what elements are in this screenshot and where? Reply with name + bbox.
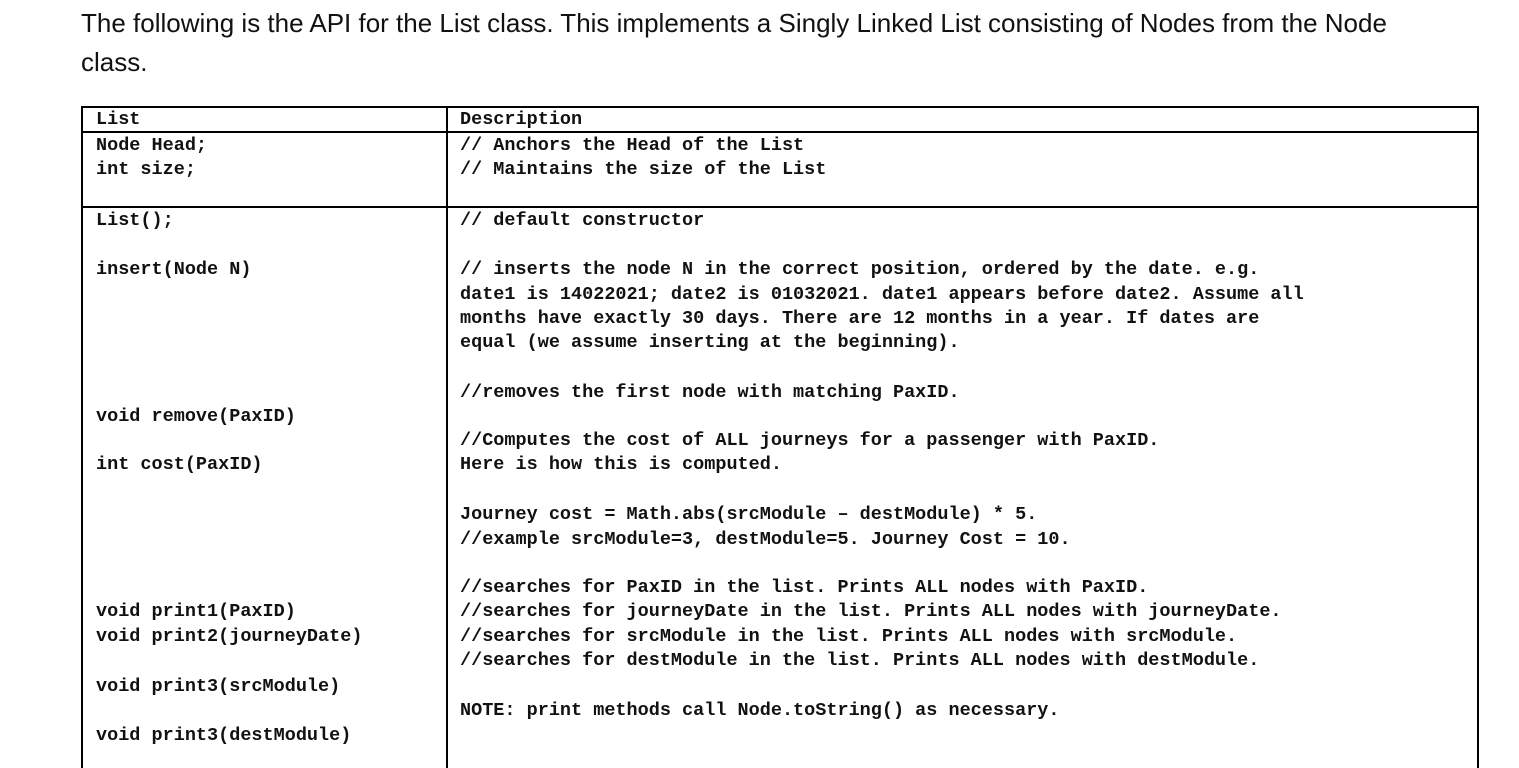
method-print3-src: void print3(srcModule) [96, 676, 341, 697]
api-table [81, 106, 1479, 768]
remove-description: //removes the first node with matching PaxID. [460, 382, 960, 403]
print-description-line: //searches for srcModule in the list. Prints ALL nodes with srcModule. [460, 626, 1238, 647]
method-print2: void print2(journeyDate) [96, 626, 363, 647]
method-cost: int cost(PaxID) [96, 454, 263, 475]
field-head-description: // Anchors the Head of the List [460, 135, 805, 156]
constructor-description: // default constructor [460, 210, 705, 231]
insert-description-line: months have exactly 30 days. There are 12 months in a year. If dates are [460, 308, 1260, 329]
print-description-line: //searches for PaxID in the list. Prints ALL nodes with PaxID. [460, 577, 1149, 598]
intro-paragraph [81, 4, 1481, 82]
intro-line-1: The following is the API for the List class. This implements a Singly Linked List consisting of Nodes from the Node [81, 8, 1387, 38]
print-note: NOTE: print methods call Node.toString() as necessary. [460, 700, 1060, 721]
insert-description-line: // inserts the node N in the correct position, ordered by the date. e.g. [460, 259, 1260, 280]
method-remove: void remove(PaxID) [96, 406, 296, 427]
fields-row-divider [83, 206, 1477, 208]
field-size-description: // Maintains the size of the List [460, 159, 827, 180]
intro-line-2: class. [81, 47, 148, 77]
insert-description-line: date1 is 14022021; date2 is 01032021. date1 appears before date2. Assume all [460, 284, 1304, 305]
cost-description-line: Here is how this is computed. [460, 454, 782, 475]
header-list: List [96, 109, 141, 130]
insert-description-line: equal (we assume inserting at the beginning). [460, 332, 960, 353]
header-description: Description [460, 109, 583, 130]
field-head: Node Head; [96, 135, 208, 156]
header-row-divider [83, 131, 1477, 133]
cost-formula-line: Journey cost = Math.abs(srcModule – destModule) * 5. [460, 504, 1038, 525]
method-print1: void print1(PaxID) [96, 601, 296, 622]
field-size: int size; [96, 159, 196, 180]
method-insert: insert(Node N) [96, 259, 252, 280]
print-description-line: //searches for destModule in the list. Prints ALL nodes with destModule. [460, 650, 1260, 671]
method-constructor: List(); [96, 210, 174, 231]
print-description-line: //searches for journeyDate in the list. Prints ALL nodes with journeyDate. [460, 601, 1282, 622]
method-print3-dest: void print3(destModule) [96, 725, 352, 746]
cost-formula-line: //example srcModule=3, destModule=5. Journey Cost = 10. [460, 529, 1071, 550]
cost-description-line: //Computes the cost of ALL journeys for a passenger with PaxID. [460, 430, 1160, 451]
